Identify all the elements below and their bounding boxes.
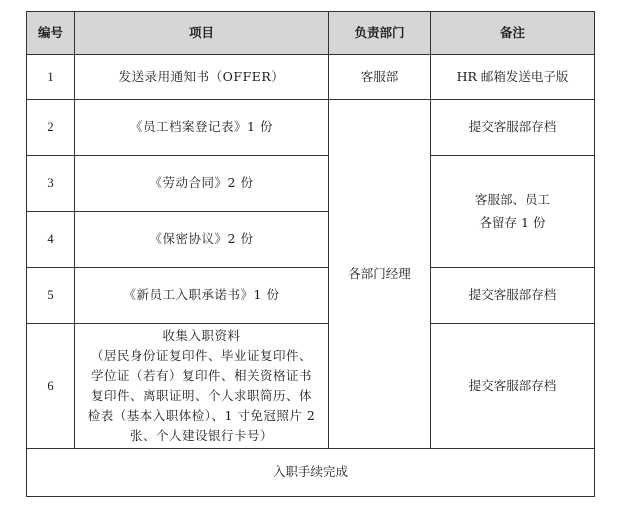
row-number: 4 xyxy=(27,212,75,268)
footer-row xyxy=(27,449,595,497)
item-line: 检表（基本入职体检）、1 寸免冠照片 2 xyxy=(87,408,316,423)
header-row xyxy=(27,12,595,55)
row-note: 提交客服部存档 xyxy=(431,268,595,324)
row-note: HR 邮箱发送电子版 xyxy=(431,55,595,100)
item-line: （居民身份证复印件、毕业证复印件、 xyxy=(90,348,312,363)
header-note: 备注 xyxy=(431,12,595,55)
item-line: 学位证（若有）复印件、相关资格证书 xyxy=(90,368,312,383)
merged-note-line: 各留存 1 份 xyxy=(479,214,546,230)
merged-note-line: 客服部、员工 xyxy=(474,192,550,207)
row-note: 提交客服部存档 xyxy=(431,324,595,449)
row-note: 提交客服部存档 xyxy=(431,100,595,156)
row-department: 客服部 xyxy=(329,55,431,100)
merged-department-cell: 各部门经理 xyxy=(329,100,431,449)
row-number: 3 xyxy=(27,156,75,212)
row-number: 5 xyxy=(27,268,75,324)
row-item: 《劳动合同》2 份 xyxy=(75,156,329,212)
item-line: 张、个人建设银行卡号） xyxy=(129,428,273,443)
item-line: 收集入职资料 xyxy=(162,328,241,343)
row-number: 2 xyxy=(27,100,75,156)
merged-note-cell xyxy=(431,156,595,268)
item-line: 复印件、离职证明、个人求职简历、体 xyxy=(90,388,312,403)
onboarding-table xyxy=(26,11,595,497)
row-number: 6 xyxy=(27,324,75,449)
row-number: 1 xyxy=(27,55,75,100)
table-row xyxy=(27,324,595,449)
table-row xyxy=(27,100,595,156)
table-row xyxy=(27,156,595,212)
row-item: 《保密协议》2 份 xyxy=(75,212,329,268)
header-department: 负责部门 xyxy=(329,12,431,55)
row-item: 《新员工入职承诺书》1 份 xyxy=(75,268,329,324)
footer-cell: 入职手续完成 xyxy=(27,449,595,497)
row-item-multiline xyxy=(75,324,329,449)
header-item: 项目 xyxy=(75,12,329,55)
row-item: 发送录用通知书（OFFER） xyxy=(75,55,329,100)
table-row xyxy=(27,268,595,324)
table-row xyxy=(27,55,595,100)
row-item: 《员工档案登记表》1 份 xyxy=(75,100,329,156)
header-number: 编号 xyxy=(27,12,75,55)
